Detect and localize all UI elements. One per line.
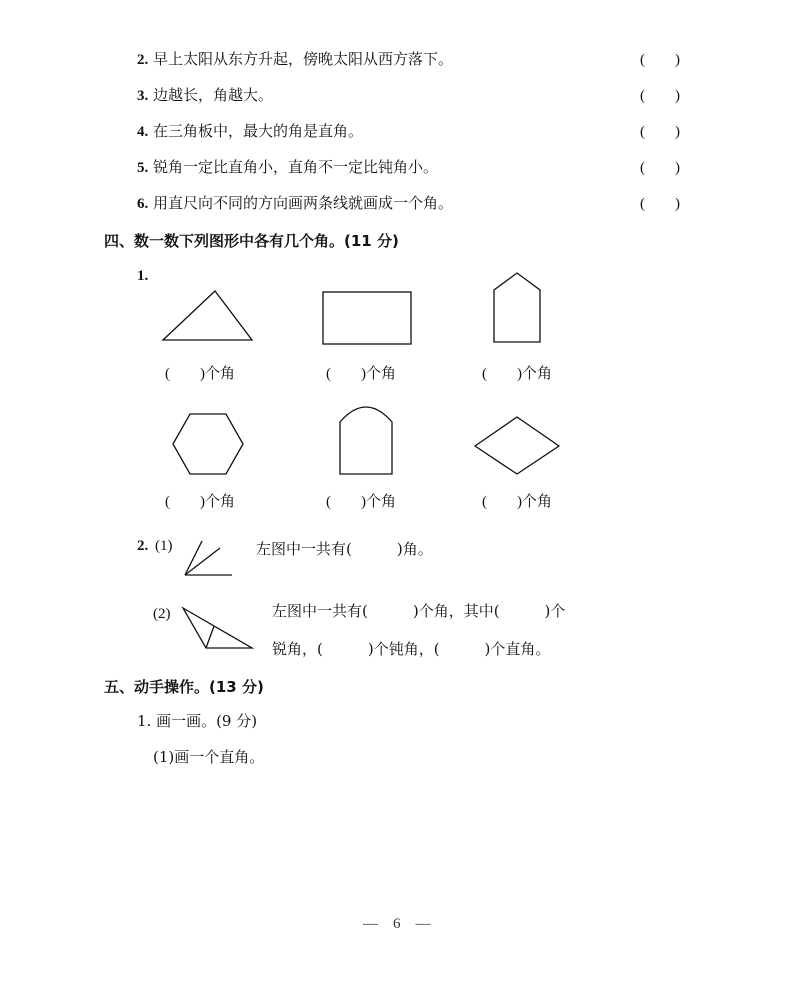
q2-2-line1: 左图中一共有( )个角，其中( )个 — [272, 602, 566, 620]
section-5-title: 五、动手操作。(13 分) — [104, 678, 264, 696]
item-text: 在三角板中，最大的角是直角。 — [153, 122, 364, 140]
rectangle-figure — [320, 289, 414, 347]
subquestion-label: (1) — [155, 538, 173, 554]
answer-blank[interactable]: ( ) — [640, 196, 680, 212]
section-4-title: 四、数一数下列图形中各有几个角。(11 分) — [104, 232, 399, 250]
count-blank[interactable]: ( )个角 — [326, 366, 396, 382]
answer-blank[interactable]: ( ) — [640, 88, 680, 104]
count-blank[interactable]: ( )个角 — [165, 366, 235, 382]
page-number: — 6 — — [363, 916, 431, 932]
hexagon-figure — [170, 410, 246, 478]
count-blank[interactable]: ( )个角 — [326, 494, 396, 510]
judge-item-5 — [137, 156, 438, 177]
answer-blank[interactable]: ( ) — [640, 160, 680, 176]
judge-item-3 — [137, 84, 273, 105]
answer-blank[interactable]: ( ) — [640, 52, 680, 68]
count-blank[interactable]: ( )个角 — [482, 366, 552, 382]
item-number: 4. — [137, 124, 149, 140]
item-number: 2. — [137, 52, 149, 68]
judge-item-6 — [137, 192, 453, 213]
arch-figure — [336, 398, 396, 478]
item-number: 3. — [137, 88, 149, 104]
pentagon-figure — [490, 270, 548, 346]
rhombus-figure — [472, 414, 562, 478]
triangle-split-figure — [180, 602, 256, 652]
item-number: 6. — [137, 196, 149, 212]
count-blank[interactable]: ( )个角 — [165, 494, 235, 510]
answer-blank[interactable]: ( ) — [640, 124, 680, 140]
question-2-number: 2. — [137, 538, 149, 554]
item-number: 5. — [137, 160, 149, 176]
triangle-figure — [160, 288, 256, 344]
item-text: 用直尺向不同的方向画两条线就画成一个角。 — [153, 194, 454, 212]
count-blank[interactable]: ( )个角 — [482, 494, 552, 510]
judge-item-4 — [137, 120, 363, 141]
item-text: 边越长，角越大。 — [153, 86, 274, 104]
item-text: 锐角一定比直角小，直角不一定比钝角小。 — [153, 158, 439, 176]
q2-1-text: 左图中一共有( )角。 — [256, 540, 433, 558]
section-5-question-1: 1. 画一画。(9 分) — [137, 712, 258, 730]
question-1-number: 1. — [137, 268, 149, 284]
angle-rays-figure — [180, 538, 236, 580]
subquestion-label: (2) — [153, 606, 171, 622]
section-5-subquestion-1: (1)画一个直角。 — [153, 748, 265, 766]
item-text: 早上太阳从东方升起，傍晚太阳从西方落下。 — [153, 50, 454, 68]
judge-item-2 — [137, 48, 453, 69]
q2-2-line2: 锐角，( )个钝角，( )个直角。 — [272, 640, 551, 658]
